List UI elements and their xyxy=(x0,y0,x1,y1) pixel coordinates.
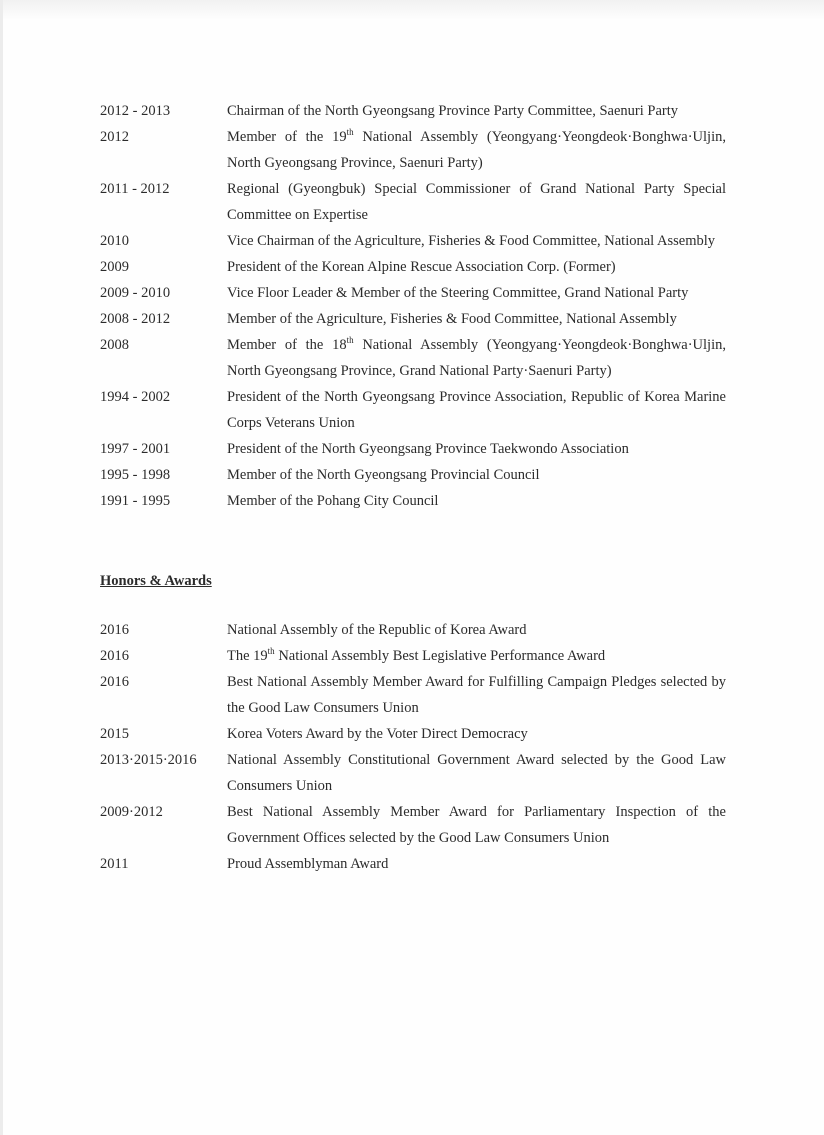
entry-description: Member of the Agriculture, Fisheries & Food Committee, National Assembly xyxy=(227,311,677,327)
entry-date: 2012 xyxy=(100,129,129,145)
career-entry xyxy=(100,176,740,228)
entry-description: Chairman of the North Gyeongsang Province Party Committee, Saenuri Party xyxy=(227,103,679,119)
entry-text-part: The 19 xyxy=(227,648,268,664)
honor-entry xyxy=(100,669,740,721)
career-entry xyxy=(100,462,740,488)
honor-entry xyxy=(100,617,740,643)
entry-date: 2008 xyxy=(100,337,129,353)
entry-date: 2011 xyxy=(100,856,129,872)
honors-list xyxy=(100,617,740,877)
entry-date: 1991 - 1995 xyxy=(100,493,171,509)
career-entry xyxy=(100,228,740,254)
scan-shadow-left xyxy=(0,0,3,1135)
entry-text-part: National Assembly (Yeongyang·Yeongdeok·Bonghwa·Uljin, North Gyeongsang Province, Saenuri Party) xyxy=(227,129,726,171)
entry-date: 2016 xyxy=(100,674,129,690)
career-entry xyxy=(100,384,740,436)
career-entry xyxy=(100,436,740,462)
entry-description: Vice Floor Leader & Member of the Steering Committee, Grand National Party xyxy=(227,285,689,301)
entry-description xyxy=(227,643,726,669)
career-entry xyxy=(100,254,740,280)
entry-description xyxy=(227,124,726,176)
scan-shadow-top xyxy=(0,0,824,20)
entry-date: 2013·2015·2016 xyxy=(100,752,197,768)
entry-text-part: Member of the 19 xyxy=(227,129,347,145)
entry-date: 2008 - 2012 xyxy=(100,311,171,327)
entry-text-part: National Assembly (Yeongyang·Yeongdeok·Bonghwa·Uljin, North Gyeongsang Province, Grand National Party·Saenuri Party) xyxy=(227,337,726,379)
entry-description xyxy=(227,332,726,384)
entry-date: 1995 - 1998 xyxy=(100,467,171,483)
entry-date: 2016 xyxy=(100,648,129,664)
career-entry xyxy=(100,488,740,514)
entry-date: 2012 - 2013 xyxy=(100,103,171,119)
entry-text-part: National Assembly Best Legislative Performance Award xyxy=(274,648,606,664)
entry-description: National Assembly of the Republic of Korea Award xyxy=(227,622,527,638)
entry-description: Proud Assemblyman Award xyxy=(227,856,389,872)
career-entry xyxy=(100,332,740,384)
entry-date: 2010 xyxy=(100,233,129,249)
entry-description: Member of the Pohang City Council xyxy=(227,493,439,509)
entry-date: 2009 - 2010 xyxy=(100,285,171,301)
honor-entry xyxy=(100,747,740,799)
career-entry xyxy=(100,124,740,176)
entry-description: Regional (Gyeongbuk) Special Commissioner of Grand National Party Special Committee on Expertise xyxy=(227,181,726,223)
entry-description: Best National Assembly Member Award for Parliamentary Inspection of the Government Offices selected by the Good Law Consumers Union xyxy=(227,804,726,846)
entry-date: 2011 - 2012 xyxy=(100,181,170,197)
career-entry xyxy=(100,306,740,332)
honor-entry xyxy=(100,643,740,669)
honor-entry xyxy=(100,799,740,851)
entry-description: Vice Chairman of the Agriculture, Fisheries & Food Committee, National Assembly xyxy=(227,233,716,249)
entry-date: 2015 xyxy=(100,726,129,742)
career-entry xyxy=(100,98,740,124)
entry-date: 1994 - 2002 xyxy=(100,389,171,405)
ordinal-suffix: th xyxy=(346,335,354,346)
entry-date: 1997 - 2001 xyxy=(100,441,171,457)
entry-description: Member of the North Gyeongsang Provincial Council xyxy=(227,467,540,483)
entry-date: 2009·2012 xyxy=(100,804,163,820)
honor-entry xyxy=(100,721,740,747)
career-list xyxy=(100,98,740,514)
entry-text-part: Member of the 18 xyxy=(227,337,347,353)
entry-description: Best National Assembly Member Award for Fulfilling Campaign Pledges selected by the Good Law Consumers Union xyxy=(227,674,726,716)
career-entry xyxy=(100,280,740,306)
entry-date: 2016 xyxy=(100,622,129,638)
entry-description: President of the North Gyeongsang Province Taekwondo Association xyxy=(227,441,629,457)
entry-description: National Assembly Constitutional Government Award selected by the Good Law Consumers Union xyxy=(227,752,726,794)
entry-date: 2009 xyxy=(100,259,129,275)
entry-description: President of the Korean Alpine Rescue Association Corp. (Former) xyxy=(227,259,616,275)
entry-description: President of the North Gyeongsang Province Association, Republic of Korea Marine Corps Veterans Union xyxy=(227,389,726,431)
ordinal-suffix: th xyxy=(267,646,275,657)
honors-heading: Honors & Awards xyxy=(100,573,212,589)
entry-description: Korea Voters Award by the Voter Direct Democracy xyxy=(227,726,528,742)
ordinal-suffix: th xyxy=(346,127,354,138)
honor-entry xyxy=(100,851,740,877)
